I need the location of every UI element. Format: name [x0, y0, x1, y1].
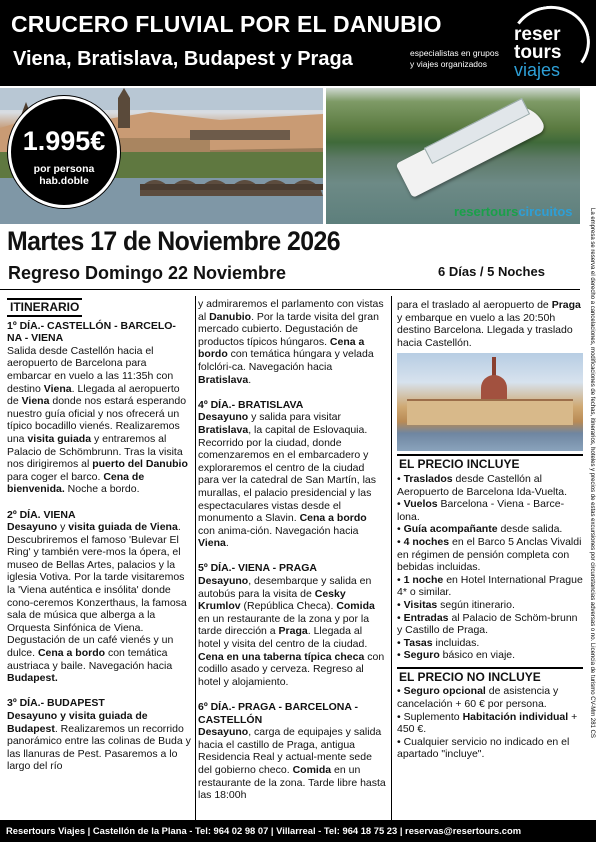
bullet-icon: • — [397, 598, 404, 611]
departure-date: Martes 17 de Noviembre 2026 — [7, 226, 341, 256]
excludes-item — [397, 736, 583, 761]
t: Comida — [292, 763, 332, 776]
t: Cena en una taberna típica checa — [198, 650, 365, 663]
price-badge — [8, 96, 120, 208]
item-bold: Habitación individual — [462, 710, 569, 723]
excludes-heading: EL PRECIO NO INCLUYE — [397, 667, 583, 685]
includes-item — [397, 523, 583, 536]
day-2-title: 2º DÍA. VIENA — [7, 508, 76, 521]
t: con codillo asado y cerveza. Regreso al hotel y alojamiento. — [198, 650, 385, 688]
bullet-icon: • — [397, 611, 404, 624]
day-6-title-line-2: CASTELLÓN — [198, 713, 263, 726]
t: , la capital de Eslovaquia. Recorrido por la ciudad, donde comenzaremos en el embarcadero y exploraremos el centro de la ciudad para ver la catedral de San Martín, las murallas, el palacio presidencial y las espectaculares vistas desde el monumento a Slavin. — [198, 423, 377, 525]
t: . — [248, 373, 252, 386]
item-bold: Entradas — [403, 611, 449, 624]
includes-list — [397, 473, 583, 662]
t: y entraremos al Palacio de Schömbrunn. Tras la visita nos dirigiremos al — [7, 432, 183, 471]
t: . Llegada al aeropuerto de — [7, 382, 180, 408]
trip-duration: 6 Días / 5 Noches — [438, 264, 545, 279]
t: para coger el barco. — [7, 470, 104, 483]
includes-column — [397, 299, 583, 817]
day-2-text — [7, 521, 193, 685]
item-text: Cualquier servicio no indicado en el apartado "incluye". — [397, 735, 570, 761]
page-subtitle: Viena, Bratislava, Budapest y Praga — [13, 48, 353, 70]
t: Comida — [336, 600, 375, 613]
spacer — [7, 496, 193, 509]
tagline-line-2: y viajes organizados — [410, 59, 488, 69]
day-6-title-line-1: 6º DÍA.- PRAGA - BARCELONA - — [198, 701, 358, 713]
day-3-text — [7, 710, 193, 773]
price-amount: 1.995€ — [22, 126, 106, 156]
logo-word-3: viajes — [514, 60, 561, 80]
page-title: CRUCERO FLUVIAL POR EL DANUBIO — [11, 11, 442, 37]
price-room: hab.doble — [39, 175, 89, 187]
t: en un restaurante de la zona y por la tarde dirección a — [198, 612, 370, 638]
bullet-icon: • — [397, 535, 404, 548]
divider — [0, 289, 580, 290]
t: y admiraremos el parlamento con vistas al — [198, 298, 384, 323]
itinerary-column-2 — [198, 298, 386, 816]
price-per-person: por persona — [33, 163, 95, 175]
t: Salida desde Castellón hacia el aeropuerto de Barcelona para embarcar en vuelo a las 11:35h con destino — [7, 344, 174, 395]
includes-item — [397, 574, 583, 599]
column-divider — [391, 296, 392, 820]
t: Danubio — [209, 310, 252, 323]
bullet-icon: • — [397, 472, 404, 485]
logo-word-1: reser — [514, 24, 561, 45]
item-text: básico en viaje. — [439, 649, 516, 662]
return-date: Regreso Domingo 22 Noviembre — [8, 263, 287, 283]
t: donde nos estará esperando nuestro guía oficial y nos ofrecerá un típico bocadillo vienés. Realizaremos una — [7, 395, 187, 445]
t: (República Checa). — [240, 600, 337, 613]
tag-part-2: circuitos — [518, 204, 573, 219]
item-bold: 1 noche — [403, 573, 444, 586]
t: Desayuno — [198, 575, 249, 588]
excludes-item — [397, 685, 583, 710]
bullet-icon: • — [397, 685, 404, 698]
t: con anima-ción. Navegación hacia — [198, 524, 359, 537]
includes-item — [397, 612, 583, 637]
t: Desayuno — [198, 411, 249, 424]
day-1-title-line-2: NA - VIENA — [7, 332, 64, 345]
day-6-text — [198, 726, 386, 802]
item-bold: Seguro — [403, 649, 440, 662]
day-6-continued-text — [397, 299, 583, 349]
item-bold: Visitas — [403, 598, 438, 611]
bullet-icon: • — [397, 649, 404, 662]
column-divider — [195, 296, 196, 820]
photo-brand-tag — [454, 204, 573, 219]
t: y — [57, 521, 69, 534]
t: , desembarque y salida en autobús para la visita de — [198, 575, 372, 600]
item-text: + 450 €. — [397, 710, 578, 736]
includes-item — [397, 536, 583, 574]
item-bold: Traslados — [403, 472, 453, 485]
t: Desayuno — [198, 726, 249, 739]
t: . Llegada al hotel y visita del centro de la ciudad. — [198, 625, 368, 651]
includes-heading: EL PRECIO INCLUYE — [397, 454, 583, 472]
t: Cena de bienvenida. — [7, 470, 145, 496]
includes-item — [397, 649, 583, 662]
tagline-line-1: especialistas en grupos — [410, 48, 499, 58]
day-4-text — [198, 411, 386, 550]
bullet-icon: • — [397, 735, 404, 748]
logo-word-2: tours — [514, 42, 562, 63]
spacer — [198, 688, 386, 701]
bullet-icon: • — [397, 573, 404, 586]
bullet-icon: • — [397, 636, 404, 649]
item-bold: Seguro opcional — [403, 685, 486, 698]
includes-item — [397, 599, 583, 612]
t: Budapest. — [7, 672, 58, 685]
t: visita guiada de Viena — [68, 521, 178, 534]
spacer — [198, 386, 386, 399]
t: en un restaurante de la zona. Tarde libre hasta las 18:00h — [198, 763, 386, 802]
includes-item — [397, 498, 583, 523]
t: Viena — [198, 537, 226, 550]
item-text: Barcelona - Viena - Barce-lona. — [397, 498, 565, 523]
side-legal-text — [583, 208, 596, 808]
day-6-title — [198, 701, 386, 726]
t: . Por la tarde visita del gran mercado cubierto. Degustación de productos típicos húngaros. — [198, 310, 379, 348]
item-text: de asistencia y cancelación + 60 € por persona. — [397, 685, 559, 711]
t: Cesky Krumlov — [198, 587, 346, 613]
t: Noche a bordo. — [64, 483, 140, 496]
bullet-icon: • — [397, 498, 404, 511]
excludes-list — [397, 685, 583, 761]
t: Desayuno — [7, 521, 58, 534]
itinerary-heading: ITINERARIO — [7, 298, 82, 317]
day-4-title: 4º DÍA.- BRATISLAVA — [198, 398, 304, 411]
item-bold: Vuelos — [403, 498, 438, 511]
t: Viena — [43, 382, 72, 395]
t: y salida para visitar — [248, 411, 341, 424]
excludes-item — [397, 711, 583, 736]
t: y embarque en vuelo a las 20:50h destino Barcelona. Llegada y traslado hacia Castellón. — [397, 311, 573, 349]
item-bold: 4 noches — [403, 535, 450, 548]
t: . Descubriremos el famoso 'Bulevar El Ring' y también vere-mos la ópera, el museo de Bellas Artes, palacios y la iglesia Votiva. Por la tarde visitaremos la 'Viena auténtica e insólita' donde cono-ceremos Konzerthaus, la famosa sala de música que alberga a la Orquesta Sinfónica de Viena. Degustación de un café vienés y un dulce. — [7, 521, 187, 660]
side-legal-span: La empresa se reserva el derecho a cancelaciones, modificaciones de fechas, itinerarios, hoteles y precios de estas excursiones por circunstancias adversas o no. Licencia de turismo CV-Mm 281 CS — [589, 208, 595, 738]
tag-part-1: resertours — [454, 204, 519, 219]
t: con temática austriaca y baile. Navegación hacia — [7, 647, 173, 672]
t: para el traslado al aeropuerto de — [397, 299, 552, 311]
item-text: desde salida. — [497, 523, 563, 536]
day-5-text — [198, 575, 386, 688]
t: Desayuno y visita guiada de Budapest — [7, 710, 148, 735]
includes-item — [397, 637, 583, 650]
contact-footer: Resertours Viajes | Castellón de la Plana - Tel: 964 02 98 07 | Villarreal - Tel: 964 18 75 23 | reservas@resertours.com — [0, 820, 596, 842]
tagline — [410, 48, 514, 70]
itinerary-column-1 — [7, 298, 193, 816]
item-text: en Hotel International Prague 4* o similar. — [397, 573, 583, 599]
resertours-logo — [506, 4, 592, 82]
item-bold: Tasas — [403, 636, 433, 649]
parliament-body — [407, 399, 573, 425]
includes-item — [397, 473, 583, 498]
t: puerto del Danubio — [92, 458, 188, 471]
day-3-title: 3º DÍA.- BUDAPEST — [7, 697, 105, 710]
day-1-title-line-1: 1º DÍA.- CASTELLÓN - BARCELO- — [7, 319, 176, 332]
day-1-text — [7, 345, 193, 496]
price-note — [11, 163, 117, 187]
day-1-title — [7, 320, 193, 345]
item-text: según itinerario. — [437, 598, 515, 611]
t: Bratislava — [198, 373, 249, 386]
t: . Realizaremos un recorrido panorámico entre las colinas de Buda y las llanuras de Pest. Pasaremos a lo largo del río — [7, 722, 191, 773]
t: Praga — [551, 299, 581, 311]
t: Praga — [278, 625, 308, 638]
bullet-icon: • — [397, 523, 404, 536]
parliament-spire — [492, 357, 496, 377]
spacer — [7, 685, 193, 698]
item-bold: Guía acompañante — [403, 523, 498, 536]
budapest-parliament-photo — [397, 353, 583, 451]
item-text: en el Barco 5 Anclas Vivaldi en régimen de pensión completa con bebidas incluidas. — [397, 535, 582, 574]
day-3-continued-text — [198, 298, 386, 386]
item-text: incluidas. — [432, 636, 480, 649]
item-text: al Palacio de Schöm-brunn y Castillo de Praga. — [397, 611, 578, 637]
header-bar — [0, 0, 596, 86]
t: Bratislava — [198, 423, 249, 436]
day-5-title: 5º DÍA.- VIENA - PRAGA — [198, 562, 317, 575]
spacer — [198, 550, 386, 563]
t: Viena — [21, 395, 50, 408]
item-text: desde Castellón al Aeropuerto de Barcelona Ida-Vuelta. — [397, 472, 568, 498]
t: . — [225, 537, 229, 550]
t: Cena a bordo — [198, 335, 365, 361]
parliament-dome — [481, 375, 507, 401]
t: con temática húngara y velada folclóri-ca. Navegación hacia — [198, 348, 374, 373]
t: Cena a bordo — [37, 647, 106, 660]
t: Cena a bordo — [299, 512, 367, 525]
item-prefix: Suplemento — [403, 710, 463, 723]
t: visita guiada — [27, 432, 92, 445]
bullet-icon: • — [397, 710, 404, 723]
t: , carga de equipajes y salida hacia el castillo de Praga, antigua Residencia Real y actual-mente sede del gobierno checo. — [198, 726, 382, 776]
